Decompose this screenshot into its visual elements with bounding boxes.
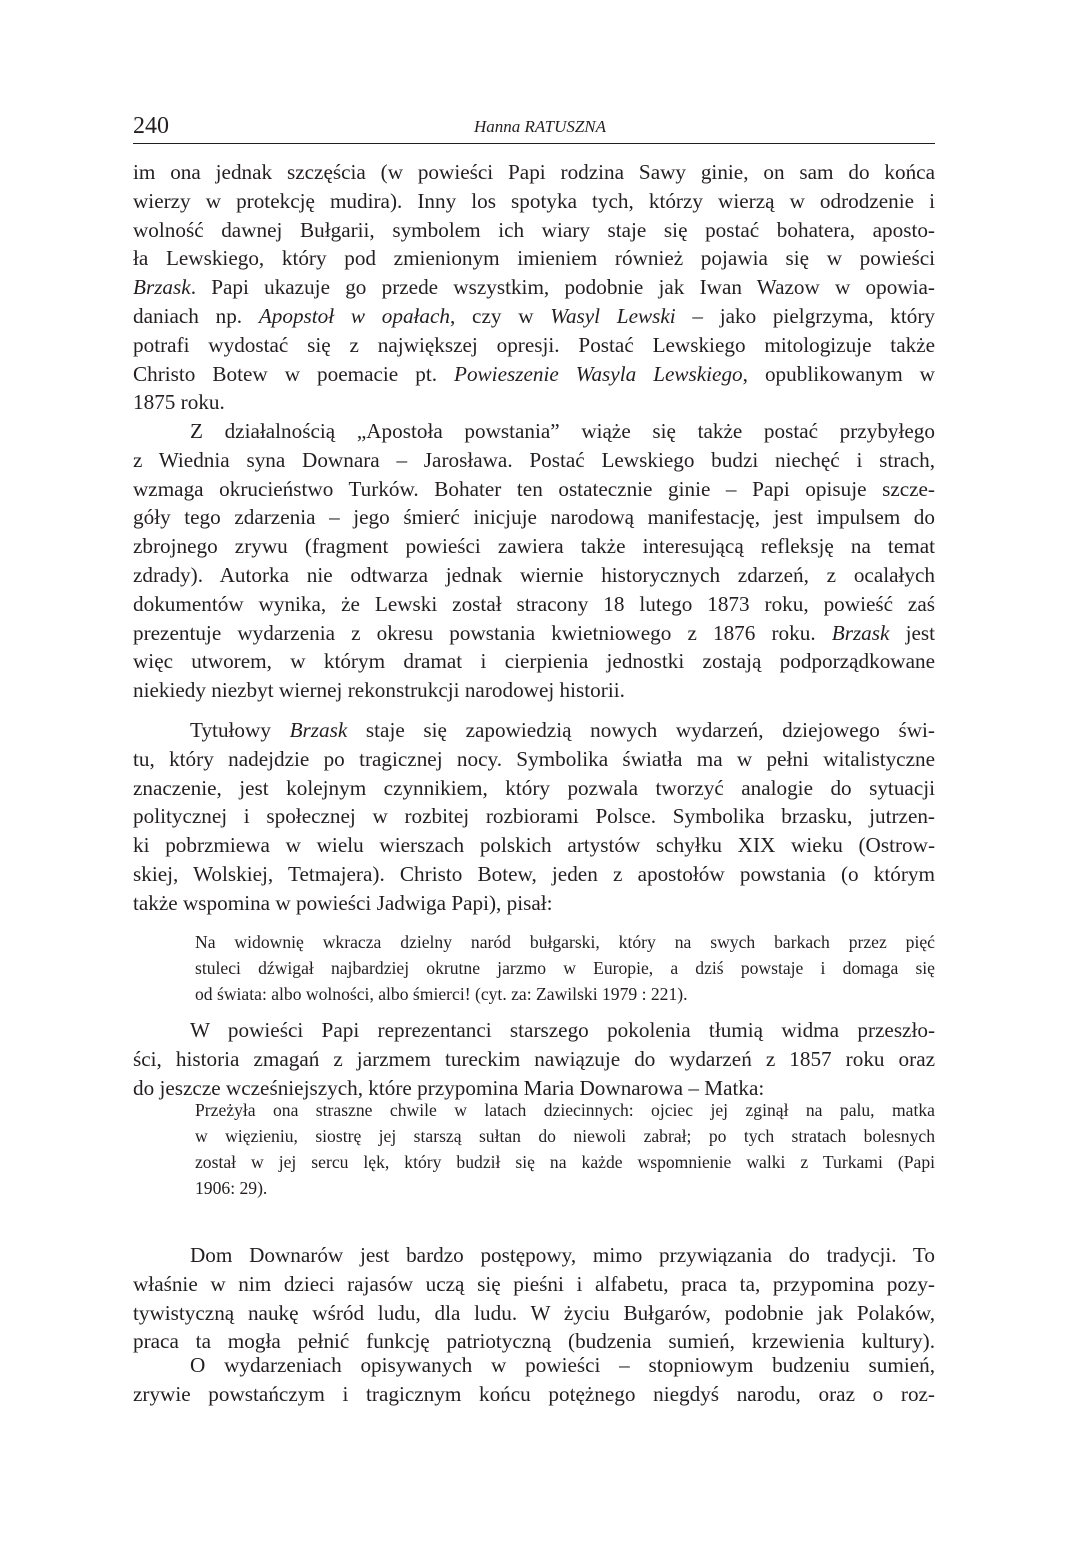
text-line: został w jej sercu lęk, który budził się na każde wspomnienie walki z Turkami (Papi — [195, 1152, 935, 1172]
italic-title: Brzask — [133, 275, 191, 300]
text-line: W powieści Papi reprezentanci starszego pokolenia tłumią widma przeszło- — [190, 1018, 935, 1042]
text-line: z Wiednia syna Downara – Jarosława. Postać Lewskiego budzi niechęć i strach, — [133, 447, 935, 472]
text-line — [133, 619, 935, 648]
text-segment: daniach np. — [133, 303, 259, 328]
text-line: Dom Downarów jest bardzo postępowy, mimo przywiązania do tradycji. To — [190, 1243, 935, 1267]
text-line: w więzieniu, siostrę jej starszą sułtan do niewoli zabrał; po tych stratach bolesnych — [195, 1126, 935, 1146]
text-line: zdrady). Autorka nie odtwarza jednak wiernie historycznych zdarzeń, z ocalałych — [133, 562, 935, 587]
text-line: Przeżyła ona straszne chwile w latach dziecinnych: ojciec jej zginął na palu, matka — [195, 1100, 935, 1120]
text-line: także wspomina w powieści Jadwiga Papi), pisał: — [133, 890, 553, 915]
text-line: zbrojnego zrywu (fragment powieści zawiera także interesującą refleksję na temat — [133, 534, 935, 559]
text-segment: staje się zapowiedzią nowych wydarzeń, dziejowego świ- — [347, 718, 935, 742]
text-line: góły tego zdarzenia – jego śmierć inicjuje narodową manifestację, jest impulsem do — [133, 505, 935, 530]
text-segment: prezentuje wydarzenia z okresu powstania kwietniowego z 1876 roku. — [133, 620, 832, 645]
text-line: tu, który nadejdzie po tragicznej nocy. Symbolika światła ma w pełni witalistyczne — [133, 746, 935, 771]
italic-title: Brzask — [289, 718, 348, 742]
paragraph — [133, 158, 935, 417]
paragraph — [133, 1016, 935, 1102]
text-line — [133, 302, 935, 331]
text-line: Z działalnością „Apostoła powstania” wiąże się także postać przybyłego — [190, 419, 935, 443]
text-line: wierzy w protekcję mudira). Inny los spotyka tych, którzy wierzą w odrodzenie i — [133, 188, 935, 213]
text-line: tywistyczną naukę wśród ludu, dla ludu. W życiu Bułgarów, podobnie jak Polaków, — [133, 1300, 935, 1325]
italic-title: Brzask — [831, 620, 890, 645]
text-line — [133, 716, 935, 745]
text-segment: jest — [889, 620, 935, 645]
header-rule — [133, 143, 935, 144]
text-line: ki pobrzmiewa w wielu wierszach polskich artystów schyłku XIX wieku (Ostrow- — [133, 833, 935, 858]
page-number: 240 — [133, 113, 169, 139]
italic-title: Powieszenie Wasyla Lewskiego — [454, 361, 743, 386]
text-line: skiej, Wolskiej, Tetmajera). Christo Botew, jeden z apostołów powstania (o którym — [133, 861, 935, 886]
text-segment: . Papi ukazuje go przede wszystkim, podobnie jak Iwan Wazow w opowia- — [190, 275, 935, 300]
text-line: od świata: albo wolności, albo śmierci! (cyt. za: Zawilski 1979 : 221). — [195, 984, 688, 1004]
text-line: stuleci dźwigał najbardziej okrutne jarzmo w Europie, a dziś powstaje i domaga się — [195, 958, 935, 978]
text-line: ła Lewskiego, który pod zmienionym imieniem również pojawia się w powieści — [133, 246, 935, 271]
text-line: politycznej i społecznej w rozbitej rozbiorami Polsce. Symbolika brzasku, jutrzen- — [133, 804, 935, 829]
text-line: 1906: 29). — [195, 1178, 268, 1198]
text-line: potrafi wydostać się z największej opresji. Postać Lewskiego mitologizuje także — [133, 332, 935, 357]
text-segment: – jako pielgrzyma, który — [675, 303, 935, 328]
paragraph — [133, 1351, 935, 1409]
block-quote — [195, 1097, 935, 1201]
text-line: zrywie powstańczym i tragicznym końcu potężnego niegdyś narodu, oraz o roz- — [133, 1381, 935, 1406]
text-line: wolność dawnej Bułgarii, symbolem ich wiary staje się postać bohatera, aposto- — [133, 217, 935, 242]
paragraph — [133, 716, 935, 918]
text-line: dokumentów wynika, że Lewski został stracony 18 lutego 1873 roku, powieść zaś — [133, 591, 935, 616]
text-segment: , czy w — [450, 303, 551, 328]
paragraph — [133, 1241, 935, 1356]
text-line: O wydarzeniach opisywanych w powieści – stopniowym budzeniu sumień, — [190, 1353, 935, 1377]
text-line: praca ta mogła pełnić funkcję patriotyczną (budzenia sumień, krzewienia kultury). — [133, 1329, 935, 1354]
text-line — [133, 360, 935, 389]
paragraph — [133, 417, 935, 705]
text-line: ści, historia zmagań z jarzmem tureckim nawiązuje do wydarzeń z 1857 roku oraz — [133, 1046, 935, 1071]
text-line: właśnie w nim dzieci rajasów uczą się pieśni i alfabetu, praca ta, przypomina pozy- — [133, 1271, 935, 1296]
text-line: znaczenie, jest kolejnym czynnikiem, który pozwala tworzyć analogie do sytuacji — [133, 775, 935, 800]
text-line: niekiedy niezbyt wiernej rekonstrukcji narodowej historii. — [133, 678, 625, 703]
block-quote — [195, 929, 935, 1007]
italic-title: Apopstoł w opałach — [258, 303, 451, 328]
text-segment: , opublikowanym w — [742, 361, 935, 386]
italic-title: Wasyl Lewski — [550, 303, 676, 328]
text-line: więc utworem, w którym dramat i cierpienia jednostki zostają podporządkowane — [133, 649, 935, 674]
text-line: im ona jednak szczęścia (w powieści Papi rodzina Sawy ginie, on sam do końca — [133, 160, 935, 184]
running-head-author: Hanna RATUSZNA — [473, 117, 607, 136]
text-segment: Christo Botew w poemacie pt. — [133, 361, 455, 386]
text-segment: Tytułowy — [190, 718, 290, 742]
text-line — [133, 273, 935, 302]
text-line: do jeszcze wcześniejszych, które przypomina Maria Downarowa – Matka: — [133, 1075, 765, 1100]
text-line: Na widownię wkracza dzielny naród bułgarski, który na swych barkach przez pięć — [195, 932, 935, 952]
text-line: wzmaga okrucieństwo Turków. Bohater ten ostatecznie ginie – Papi opisuje szcze- — [133, 476, 935, 501]
text-line: 1875 roku. — [133, 390, 225, 415]
